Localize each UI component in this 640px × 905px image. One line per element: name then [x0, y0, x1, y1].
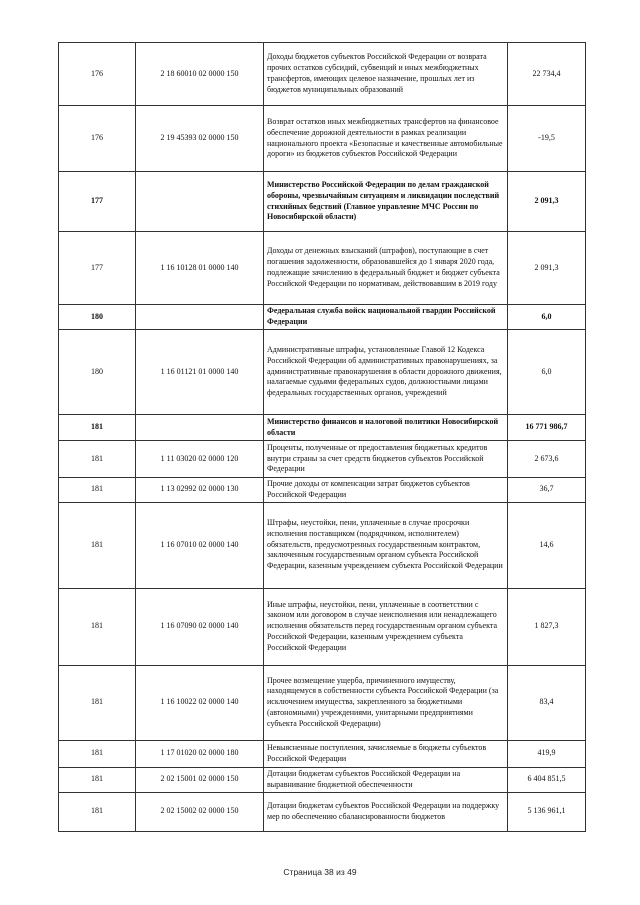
revenue-code-cell: 1 17 01020 02 0000 180	[136, 740, 264, 767]
revenue-code-cell: 2 02 15002 02 0000 150	[136, 792, 264, 831]
revenue-name-cell: Дотации бюджетам субъектов Российской Федерации на поддержку мер по обеспечению сбалансированности бюджетов	[264, 792, 508, 831]
budget-revenue-table	[58, 42, 586, 832]
admin-code-cell: 181	[59, 415, 136, 441]
amount-cell: 83,4	[508, 665, 586, 740]
revenue-name-cell: Дотации бюджетам субъектов Российской Федерации на выравнивание бюджетной обеспеченности	[264, 767, 508, 792]
revenue-name-cell: Иные штрафы, неустойки, пени, уплаченные в соответствии с законом или договором в случае неисполнения или ненадлежащего исполнения обязательств перед государственным органом субъекта Российской Федерации, казенным учреждением субъекта Российской Федерации	[264, 588, 508, 665]
amount-cell: -19,5	[508, 106, 586, 172]
admin-code-cell: 181	[59, 665, 136, 740]
table-row	[59, 330, 586, 415]
revenue-name-cell: Прочие доходы от компенсации затрат бюджетов субъектов Российской Федерации	[264, 478, 508, 503]
revenue-code-cell: 1 16 01121 01 0000 140	[136, 330, 264, 415]
admin-code-cell: 176	[59, 106, 136, 172]
revenue-name-cell: Штрафы, неустойки, пени, уплаченные в случае просрочки исполнения поставщиком (подрядчиком, исполнителем) обязательств, предусмотренных государственным контрактом, заключенным государственным органом субъекта Российской Федерации, казенным учреждением субъекта Российской Федерации	[264, 502, 508, 588]
revenue-name-cell: Проценты, полученные от предоставления бюджетных кредитов внутри страны за счет средств бюджетов субъектов Российской Федерации	[264, 441, 508, 478]
revenue-name-cell: Прочее возмещение ущерба, причиненного имуществу, находящемуся в собственности субъекта Российской Федерации (за исключением имущества, закрепленного за бюджетными (автономными) учреждениями, унитарными предприятиями субъекта Российской Федерации)	[264, 665, 508, 740]
amount-cell: 22 734,4	[508, 43, 586, 106]
revenue-code-cell	[136, 172, 264, 232]
admin-code-cell: 177	[59, 172, 136, 232]
table-body	[59, 43, 586, 832]
table-row	[59, 232, 586, 305]
table-row	[59, 441, 586, 478]
revenue-code-cell: 1 11 03020 02 0000 120	[136, 441, 264, 478]
table-row	[59, 792, 586, 831]
revenue-code-cell: 1 13 02992 02 0000 130	[136, 478, 264, 503]
amount-cell: 16 771 986,7	[508, 415, 586, 441]
revenue-name-cell: Невыясненные поступления, зачисляемые в бюджеты субъектов Российской Федерации	[264, 740, 508, 767]
amount-cell: 1 827,3	[508, 588, 586, 665]
table-row	[59, 588, 586, 665]
table-row	[59, 767, 586, 792]
amount-cell: 36,7	[508, 478, 586, 503]
table-row-section	[59, 415, 586, 441]
revenue-name-cell: Федеральная служба войск национальной гвардии Российской Федерации	[264, 305, 508, 330]
revenue-code-cell: 1 16 07010 02 0000 140	[136, 502, 264, 588]
admin-code-cell: 176	[59, 43, 136, 106]
table-row	[59, 502, 586, 588]
revenue-code-cell	[136, 305, 264, 330]
revenue-code-cell: 2 02 15001 02 0000 150	[136, 767, 264, 792]
admin-code-cell: 181	[59, 441, 136, 478]
revenue-code-cell	[136, 415, 264, 441]
revenue-name-cell: Возврат остатков иных межбюджетных трансфертов на финансовое обеспечение дорожной деятельности в рамках реализации национального проекта «Безопасные и качественные автомобильные дороги» из бюджетов субъектов Российской Федерации	[264, 106, 508, 172]
amount-cell: 6,0	[508, 305, 586, 330]
amount-cell: 5 136 961,1	[508, 792, 586, 831]
revenue-code-cell: 1 16 10022 02 0000 140	[136, 665, 264, 740]
revenue-name-cell: Министерство Российской Федерации по делам гражданской обороны, чрезвычайным ситуациям и ликвидации последствий стихийных бедствий (Главное управление МЧС России по Новосибирской области)	[264, 172, 508, 232]
amount-cell: 2 673,6	[508, 441, 586, 478]
admin-code-cell: 181	[59, 792, 136, 831]
amount-cell: 2 091,3	[508, 232, 586, 305]
amount-cell: 6,0	[508, 330, 586, 415]
revenue-code-cell: 1 16 07090 02 0000 140	[136, 588, 264, 665]
table-row	[59, 665, 586, 740]
table-row-section	[59, 305, 586, 330]
admin-code-cell: 181	[59, 588, 136, 665]
admin-code-cell: 180	[59, 330, 136, 415]
admin-code-cell: 181	[59, 740, 136, 767]
amount-cell: 6 404 851,5	[508, 767, 586, 792]
amount-cell: 14,6	[508, 502, 586, 588]
admin-code-cell: 181	[59, 478, 136, 503]
admin-code-cell: 180	[59, 305, 136, 330]
amount-cell: 2 091,3	[508, 172, 586, 232]
revenue-name-cell: Доходы от денежных взысканий (штрафов), поступающие в счет погашения задолженности, образовавшейся до 1 января 2020 года, подлежащие зачислению в федеральный бюджет и бюджет субъекта Российской Федерации по нормативам, действовавшим в 2019 году	[264, 232, 508, 305]
revenue-name-cell: Доходы бюджетов субъектов Российской Федерации от возврата прочих остатков субсидий, субвенций и иных межбюджетных трансфертов, имеющих целевое назначение, прошлых лет из бюджетов муниципальных образований	[264, 43, 508, 106]
admin-code-cell: 181	[59, 767, 136, 792]
admin-code-cell: 181	[59, 502, 136, 588]
amount-cell: 419,9	[508, 740, 586, 767]
revenue-name-cell: Министерство финансов и налоговой политики Новосибирской области	[264, 415, 508, 441]
table-row	[59, 478, 586, 503]
table-row	[59, 740, 586, 767]
revenue-code-cell: 1 16 10128 01 0000 140	[136, 232, 264, 305]
table-row-section	[59, 172, 586, 232]
table-row	[59, 106, 586, 172]
revenue-name-cell: Административные штрафы, установленные Главой 12 Кодекса Российской Федерации об административных правонарушениях, за административные правонарушения в области дорожного движения, налагаемые судьями федеральных судов, должностными лицами федеральных государственных органов, учреждений	[264, 330, 508, 415]
table-row	[59, 43, 586, 106]
admin-code-cell: 177	[59, 232, 136, 305]
revenue-code-cell: 2 18 60010 02 0000 150	[136, 43, 264, 106]
page-number: Страница 38 из 49	[283, 867, 357, 877]
revenue-code-cell: 2 19 45393 02 0000 150	[136, 106, 264, 172]
